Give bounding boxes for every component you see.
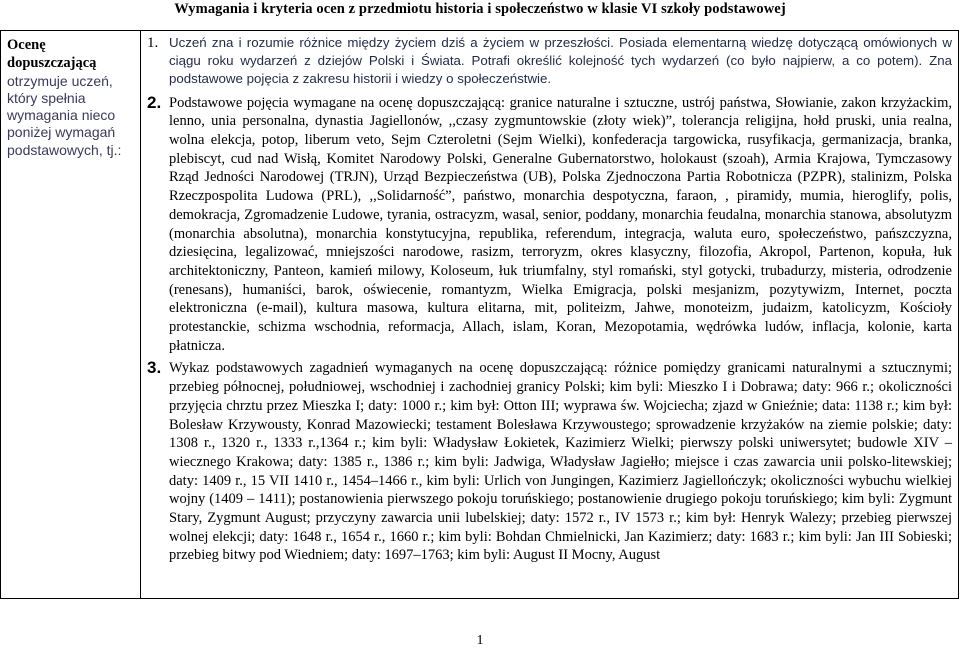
item-number: 1. — [147, 35, 159, 51]
item-text: Uczeń zna i rozumie różnice między życiem dziś a życiem w przeszłości. Posiada elementarną wiedzę dotyczącą omówionych w ciągu roku wydarzeń z dziejów Polski i Świata. Potrafi określić kolejność tych wydarzeń (co było najpierw, a co potem). Zna podstawowe pojęcia z zakresu historii i wiedzy o społeczeństwie. — [169, 35, 952, 87]
grade-heading: Ocenę dopuszczającą — [7, 37, 97, 72]
page-number: 1 — [476, 633, 484, 648]
document-title: Wymagania i kryteria ocen z przedmiotu historia i społeczeństwo w klasie VI szkoły podstawowej — [174, 1, 786, 17]
requirement-item-3 — [147, 359, 952, 565]
grade-text: otrzymuje uczeń, który spełnia wymagania nieco poniżej wymagań podstawowych, tj.: — [7, 72, 122, 158]
item-text: Podstawowe pojęcia wymagane na ocenę dopuszczającą: granice naturalne i sztuczne, ustrój państwa, Słowianie, zakon krzyżackim, lenno, unia personalna, dynastia Jagiellonów, ,,czasy zygmuntowskie (złoty wiek)”, tolerancja religijna, hołd pruski, unia realna, wolna elekcja, potop, liberum veto, Sejm Czteroletni (Sejm Wielki), konfederacja targowicka, rusyfikacja, germanizacja, branka, plebiscyt, cud nad Wisłą, Komitet Narodowy Polski, Generalne Gubernatorstwo, holokaust (szoah), Armia Krajowa, Tymczasowy Rząd Jedności Narodowej (TRJN), Urząd Bezpieczeństwa (UB), Polska Zjednoczona Partia Robotnicza (PZPR), stalinizm, Polska Rzeczpospolita Ludowa (PRL), ,,Solidarność”, państwo, monarchia despotyczna, faraon, , piramidy, mumia, hieroglify, polis, demokracja, Zgromadzenie Ludowe, tyrania, ostracyzm, wasal, senior, poddany, monarchia feudalna, monarchia stanowa, absolutyzm (monarchia absolutna), monarchia konstytucyjna, republika, referendum, integracja, waluta euro, społeczeństwo, pańszczyzna, dziesięcina, legalizować, mniejszości narodowe, rasizm, terroryzm, okres klasyczny, filozofia, Akropol, Partenon, kopuła, łuk architektoniczny, Panteon, kamień milowy, Koloseum, łuk triumfalny, styl romański, styl gotycki, trubadurzy, misteria, odrodzenie (renesans), humaniści, barok, oświecenie, romantyzm, Wielka Emigracja, polski mesjanizm, pozytywizm, Internet, poczta elektroniczna (e-mail), kultura masowa, kultura elitarna, mit, politeizm, Jahwe, monoteizm, judaizm, katolicyzm, Kościoły protestanckie, schizma wschodnia, reformacja, Allach, islam, Koran, Mezopotamia, wędrówka ludów, inflacja, kolonie, karta płatnicza. — [169, 94, 952, 354]
item-number: 2. — [147, 92, 162, 112]
grade-cell — [1, 31, 141, 599]
item-number: 3. — [147, 358, 162, 378]
requirements-table — [0, 30, 959, 599]
item-text: Wykaz podstawowych zagadnień wymaganych na ocenę dopuszczającą: różnice pomiędzy granicami naturalnymi a sztucznymi; przebieg północnej, południowej, wschodniej i zachodniej granicy Polski; kim byli: Mieszko I i Dobrawa; daty: 966 r.; okoliczności przyjęcia chrztu przez Mieszka I; daty: 1000 r.; kim był: Otton III; wyprawa św. Wojciecha; zjazd w Gnieźnie; data: 1138 r.; kim był: Bolesław Krzywousty, Konrad Mazowiecki; testament Bolesława Krzywoustego; sprowadzenie krzyżaków na ziemie polskie; daty: 1308 r., 1320 r., 1333 r.,1364 r.; kim byli: Władysław Łokietek, Kazimierz Wielki; pierwszy polski uniwersytet; budowle XIV – wiecznego Krakowa; daty: 1385 r., 1386 r.; kim byli: Jadwiga, Władysław Jagiełło; miejsce i czas zawarcia unii polsko-litewskiej; daty: 1409 r., 15 VII 1410 r., 1454–1466 r., kim byli: Urlich von Jungingen, Kazimierz Jagiellończyk; okoliczności wybuchu wielkiej wojny (1409 – 1411); postanowienia pierwszego pokoju toruńskiego; postanowienie drugiego pokoju toruńskiego; kim byli: Zygmunt Stary, Zygmunt August; przyczyny zawarcia unii lubelskiej; daty: 1572 r., IV 1573 r.; kim był: Henryk Walezy; przebieg pierwszej wolnej elekcji; daty: 1648 r., 1654 r., 1660 r.; kim byli: Bohdan Chmielnicki, Jan Kazimierz; daty: 1683 r.; kim byli: Jan III Sobieski; przebieg bitwy pod Wiedniem; daty: 1697–1763; kim byli: August II Mocny, August — [169, 360, 952, 564]
requirements-cell — [141, 31, 959, 599]
grade-description — [7, 36, 136, 159]
table-row — [1, 31, 959, 599]
requirement-item-1 — [147, 34, 952, 89]
requirement-item-2 — [147, 94, 952, 356]
